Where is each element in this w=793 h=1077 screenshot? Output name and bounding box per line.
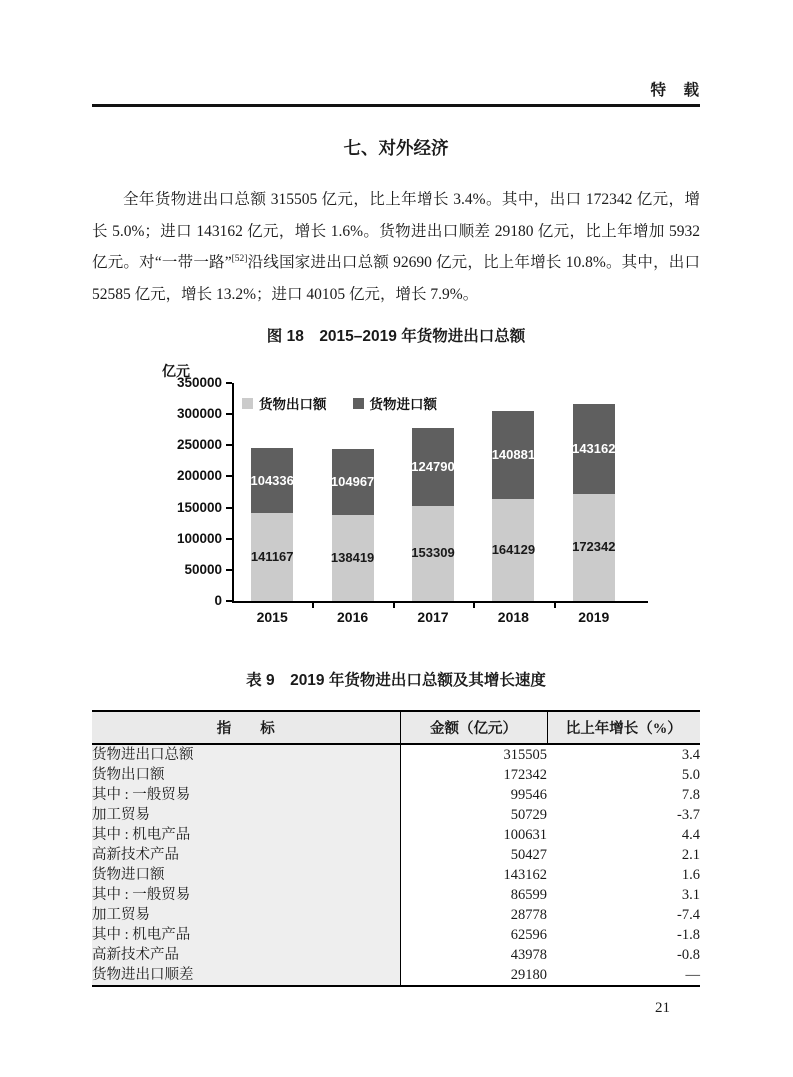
x-tick-mark	[312, 603, 314, 608]
amount-cell: 143162	[503, 866, 547, 883]
x-category-label: 2015	[256, 609, 288, 625]
figure-caption: 图 18 2015–2019 年货物进出口总额	[266, 328, 526, 345]
growth-cell: 2.1	[681, 846, 700, 863]
growth-cell: 7.8	[681, 786, 700, 803]
growth-cell: -1.8	[677, 926, 700, 943]
table-row	[92, 905, 700, 925]
amount-cell: 100631	[503, 826, 547, 843]
amount-cell: 315505	[503, 746, 547, 763]
amount-cell: 50729	[510, 806, 547, 823]
y-tick-label: 150000	[176, 499, 222, 515]
y-axis-unit-label: 亿元	[162, 363, 190, 379]
legend-label: 货物出口额	[259, 397, 327, 412]
amount-cell: 172342	[503, 766, 547, 783]
growth-cell: 4.4	[681, 826, 700, 843]
y-tick-label: 0	[214, 593, 222, 608]
amount-cell: 50427	[510, 846, 547, 863]
indicator-cell: 货物进出口总额	[92, 744, 400, 765]
y-tick-label: 50000	[184, 561, 222, 577]
legend-item	[353, 393, 438, 413]
table-row	[92, 945, 700, 965]
y-tick-label: 300000	[176, 406, 222, 422]
running-header: 特 载	[650, 82, 700, 99]
amount-cell: 28778	[510, 906, 547, 923]
indicator-cell: 高新技术产品	[92, 845, 400, 865]
table-row	[92, 825, 700, 845]
legend-label: 货物进口额	[369, 397, 437, 412]
import-export-chart	[92, 360, 700, 626]
growth-cell: 1.6	[681, 866, 700, 883]
table-row	[92, 845, 700, 865]
legend-item	[242, 393, 327, 413]
x-category-label: 2016	[337, 609, 369, 625]
column-header: 金额（亿元）	[400, 711, 547, 744]
paragraph-text-2: 沿线国家进出口总额 92690 亿元，比上年增长 10.8%。其中，出口 52585 亿元，增长 13.2%；进口 40105 亿元，增长 7.9%。	[92, 254, 700, 303]
bar-value-label: 140881	[491, 446, 536, 462]
y-axis	[232, 383, 234, 601]
x-tick-mark	[393, 603, 395, 608]
chart-legend	[242, 393, 437, 413]
table-row	[92, 785, 700, 805]
indicator-cell: 货物进出口顺差	[92, 965, 400, 986]
legend-swatch	[353, 398, 364, 409]
growth-cell: 3.1	[681, 886, 700, 903]
legend-swatch	[242, 398, 253, 409]
x-axis	[232, 601, 648, 603]
x-category-label: 2017	[417, 609, 449, 625]
amount-cell: 29180	[510, 966, 547, 983]
y-tick-label: 250000	[176, 437, 222, 453]
indicator-cell: 货物出口额	[92, 765, 400, 785]
y-tick-label: 100000	[176, 530, 222, 546]
table-row	[92, 805, 700, 825]
table-row	[92, 744, 700, 765]
page-number: 21	[655, 1000, 670, 1016]
bar-value-label: 172342	[572, 539, 616, 555]
growth-cell: —	[685, 966, 700, 983]
section-title: 七、对外经济	[343, 138, 449, 158]
bar-value-label: 104336	[250, 472, 294, 488]
column-header: 比上年增长（%）	[547, 711, 700, 744]
growth-cell: 5.0	[681, 766, 700, 783]
x-category-label: 2018	[497, 609, 529, 625]
header-rule	[92, 104, 700, 107]
paragraph-text-1: 全年货物进出口总额 315505 亿元，比上年增长 3.4%。其中，出口 172342 亿元，增长 5.0%；进口 143162 亿元，增长 1.6%。货物进出口顺差 29180 亿元，比上年增加 5932 亿元。对“一带一路”	[92, 191, 700, 271]
x-tick-mark	[554, 603, 556, 608]
bar-value-label: 143162	[572, 441, 616, 457]
table-row	[92, 765, 700, 785]
indicator-cell: 高新技术产品	[92, 945, 400, 965]
bar-value-label: 138419	[330, 549, 375, 565]
indicator-cell: 其中 : 一般贸易	[92, 885, 400, 905]
bar-value-label: 124790	[411, 458, 455, 474]
y-tick-label: 200000	[176, 468, 222, 484]
bar-value-label: 104967	[330, 474, 375, 490]
y-tick-label: 350000	[176, 375, 222, 390]
column-header: 指 标	[92, 711, 400, 744]
table-row	[92, 925, 700, 945]
indicator-cell: 加工贸易	[92, 805, 400, 825]
table-body	[92, 744, 700, 986]
x-tick-mark	[473, 603, 475, 608]
bar-value-label: 141167	[250, 549, 294, 565]
indicator-cell: 其中 : 机电产品	[92, 925, 400, 945]
bar-value-label: 153309	[411, 545, 455, 561]
amount-cell: 86599	[510, 886, 547, 903]
bar-value-label: 164129	[491, 541, 536, 557]
x-category-label: 2019	[578, 609, 610, 625]
amount-cell: 43978	[510, 946, 547, 963]
body-paragraph	[92, 184, 700, 310]
amount-cell: 62596	[510, 926, 547, 943]
indicator-cell: 货物进口额	[92, 865, 400, 885]
indicator-cell: 其中 : 机电产品	[92, 825, 400, 845]
footnote-reference: [52]	[231, 253, 248, 264]
table-row	[92, 885, 700, 905]
data-table	[92, 710, 700, 987]
table-row	[92, 865, 700, 885]
table-header	[92, 711, 700, 744]
table-caption: 表 9 2019 年货物进出口总额及其增长速度	[246, 672, 546, 689]
growth-cell: -0.8	[677, 946, 700, 963]
table-row	[92, 965, 700, 986]
amount-cell: 99546	[510, 786, 547, 803]
indicator-cell: 其中 : 一般贸易	[92, 785, 400, 805]
growth-cell: 3.4	[681, 746, 700, 763]
growth-cell: -7.4	[677, 906, 700, 923]
indicator-cell: 加工贸易	[92, 905, 400, 925]
growth-cell: -3.7	[677, 806, 700, 823]
